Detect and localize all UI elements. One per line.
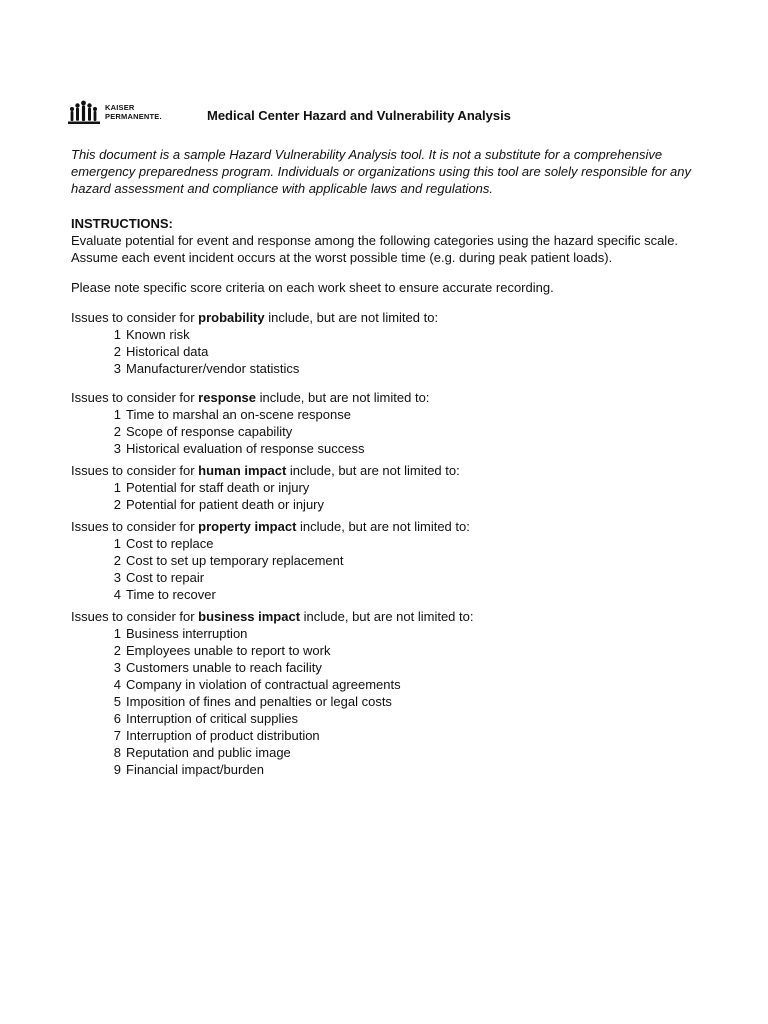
list-item-text: Time to marshal an on-scene response	[126, 407, 351, 422]
list-item-number: 7	[113, 728, 121, 743]
issue-group-response	[71, 389, 711, 457]
list-item-number: 1	[113, 536, 121, 551]
list-item-number: 8	[113, 745, 121, 760]
disclaimer-paragraph: This document is a sample Hazard Vulnerability Analysis tool. It is not a substitute for a comprehensive emergency preparedness program. Individuals or organizations using this tool are solely responsible for any hazard assessment and compliance with applicable laws and regulations.	[71, 147, 692, 196]
issue-keyword: response	[198, 390, 256, 405]
issue-group-human-impact	[71, 462, 711, 513]
issue-prefix: Issues to consider for	[71, 390, 199, 405]
list-item	[71, 406, 711, 423]
list-item-text: Interruption of product distribution	[126, 728, 320, 743]
list-item	[71, 569, 711, 586]
issue-list	[71, 625, 711, 778]
instructions-heading: INSTRUCTIONS:	[71, 216, 173, 231]
issue-list	[71, 326, 711, 377]
issue-group-business-impact	[71, 608, 711, 778]
issue-suffix: include, but are not limited to:	[286, 463, 460, 478]
list-item	[71, 586, 711, 603]
list-item-number: 1	[113, 626, 121, 641]
issue-prefix: Issues to consider for	[71, 519, 199, 534]
issue-prefix: Issues to consider for	[71, 310, 199, 325]
list-item-text: Business interruption	[126, 626, 248, 641]
list-item	[71, 659, 711, 676]
document-body	[71, 146, 711, 790]
list-item-text: Imposition of fines and penalties or legal costs	[126, 694, 392, 709]
list-item-text: Potential for staff death or injury	[126, 480, 310, 495]
issue-list	[71, 535, 711, 603]
list-item-number: 9	[113, 762, 121, 777]
list-item-number: 3	[113, 570, 121, 585]
list-item-number: 5	[113, 694, 121, 709]
list-item	[71, 423, 711, 440]
issue-groups	[71, 309, 711, 778]
list-item	[71, 496, 711, 513]
issue-intro	[71, 608, 711, 625]
list-item-text: Historical data	[126, 344, 209, 359]
list-item-number: 2	[113, 424, 121, 439]
list-item	[71, 360, 711, 377]
document-title: Medical Center Hazard and Vulnerability Analysis	[207, 108, 511, 123]
logo-line-1: KAISER	[105, 103, 135, 112]
people-figures-icon	[68, 100, 102, 126]
issue-intro	[71, 462, 711, 479]
list-item-number: 2	[113, 497, 121, 512]
logo-line-2: PERMANENTE.	[105, 112, 162, 121]
list-item	[71, 343, 711, 360]
list-item	[71, 744, 711, 761]
list-item-text: Customers unable to reach facility	[126, 660, 322, 675]
list-item-number: 2	[113, 344, 121, 359]
list-item-text: Employees unable to report to work	[126, 643, 331, 658]
list-item	[71, 552, 711, 569]
list-item	[71, 676, 711, 693]
logo-wordmark	[105, 103, 162, 121]
list-item-text: Potential for patient death or injury	[126, 497, 325, 512]
issue-keyword: probability	[198, 310, 265, 325]
issue-suffix: include, but are not limited to:	[300, 609, 474, 624]
list-item	[71, 440, 711, 457]
list-item-text: Interruption of critical supplies	[126, 711, 298, 726]
list-item	[71, 727, 711, 744]
list-item	[71, 761, 711, 778]
kaiser-permanente-logo	[68, 100, 168, 128]
issue-group-property-impact	[71, 518, 711, 603]
list-item-text: Reputation and public image	[126, 745, 291, 760]
list-item-number: 3	[113, 660, 121, 675]
list-item-text: Time to recover	[126, 587, 216, 602]
list-item-text: Known risk	[126, 327, 190, 342]
list-item	[71, 479, 711, 496]
list-item	[71, 535, 711, 552]
issue-prefix: Issues to consider for	[71, 463, 199, 478]
list-item-text: Historical evaluation of response success	[126, 441, 365, 456]
list-item-number: 2	[113, 553, 121, 568]
list-item-number: 4	[113, 587, 121, 602]
list-item-number: 2	[113, 643, 121, 658]
list-item	[71, 693, 711, 710]
issue-keyword: property impact	[198, 519, 297, 534]
list-item-number: 1	[113, 480, 121, 495]
list-item-text: Cost to replace	[126, 536, 214, 551]
issue-group-probability	[71, 309, 711, 377]
list-item-text: Scope of response capability	[126, 424, 293, 439]
list-item-number: 6	[113, 711, 121, 726]
issue-list	[71, 479, 711, 513]
issue-suffix: include, but are not limited to:	[296, 519, 470, 534]
issue-suffix: include, but are not limited to:	[255, 390, 430, 405]
issue-keyword: human impact	[198, 463, 287, 478]
issue-intro	[71, 518, 711, 535]
list-item	[71, 326, 711, 343]
list-item-number: 4	[113, 677, 121, 692]
list-item-text: Company in violation of contractual agreements	[126, 677, 401, 692]
issue-suffix: include, but are not limited to:	[264, 310, 439, 325]
list-item-text: Manufacturer/vendor statistics	[126, 361, 300, 376]
instructions-paragraph: Evaluate potential for event and response among the following categories using the hazard specific scale. Assume each event incident occurs at the worst possible time (e.g. during peak patient loads).	[71, 233, 679, 265]
list-item-text: Cost to repair	[126, 570, 205, 585]
list-item-number: 1	[113, 327, 121, 342]
issue-prefix: Issues to consider for	[71, 609, 199, 624]
issue-intro	[71, 309, 711, 326]
issue-list	[71, 406, 711, 457]
list-item-text: Cost to set up temporary replacement	[126, 553, 344, 568]
note-paragraph: Please note specific score criteria on each work sheet to ensure accurate recording.	[71, 280, 554, 295]
list-item	[71, 642, 711, 659]
list-item	[71, 710, 711, 727]
list-item-text: Financial impact/burden	[126, 762, 265, 777]
list-item-number: 3	[113, 441, 121, 456]
list-item-number: 1	[113, 407, 121, 422]
list-item	[71, 625, 711, 642]
list-item-number: 3	[113, 361, 121, 376]
issue-intro	[71, 389, 711, 406]
document-header	[68, 100, 708, 130]
issue-keyword: business impact	[198, 609, 301, 624]
